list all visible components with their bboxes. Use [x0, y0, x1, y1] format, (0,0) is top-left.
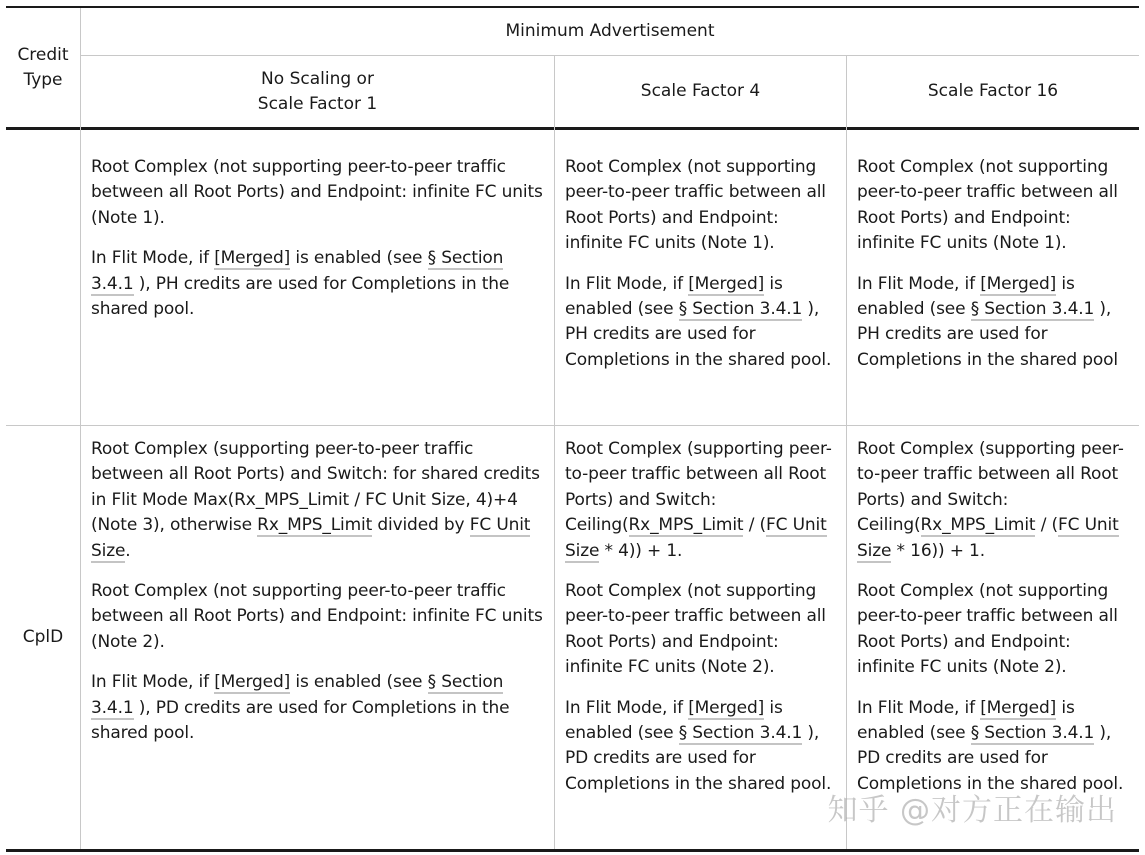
col-divider-2: [554, 56, 555, 849]
cell-paragraph: Root Complex (supporting peer-to-peer traffic between all Root Ports) and Switch: Ceiling(Rx_MPS_Limit / (FC Unit Size * 4)) + 1.: [565, 439, 832, 561]
row2-cell-scale-4: [565, 437, 835, 812]
cell-paragraph: In Flit Mode, if [Merged] is enabled (see § Section 3.4.1 ), PD credits are used for Completions in the shared pool.: [565, 697, 832, 794]
rx-mps-limit-link[interactable]: Rx_MPS_Limit: [257, 515, 373, 536]
col-header-line2: Scale Factor 1: [257, 93, 378, 114]
column-header-scale-4: Scale Factor 4: [640, 81, 761, 101]
minimum-advertisement-header: Minimum Advertisement: [505, 21, 715, 41]
row2-credit-type: CplD: [22, 627, 64, 647]
watermark: 知乎 @对方正在输出: [827, 793, 1117, 828]
row-divider: [6, 425, 1139, 426]
row2-cell-scale-16: [857, 437, 1129, 812]
fc-unit-size-link[interactable]: FC Unit Size: [857, 515, 1119, 561]
credit-type-header: [6, 8, 80, 127]
section-link[interactable]: § Section 3.4.1: [91, 248, 504, 294]
cell-paragraph: Root Complex (not supporting peer-to-peer traffic between all Root Ports) and Endpoint: infinite FC units (Note 1).: [857, 157, 1118, 254]
cell-paragraph: Root Complex (not supporting peer-to-peer traffic between all Root Ports) and Endpoint: infinite FC units (Note 1).: [91, 157, 543, 228]
merged-link[interactable]: [Merged]: [214, 248, 291, 269]
cell-paragraph: Root Complex (not supporting peer-to-peer traffic between all Root Ports) and Endpoint: infinite FC units (Note 2).: [857, 581, 1118, 678]
credit-type-header-line1: Credit: [17, 44, 69, 65]
cell-paragraph: Root Complex (supporting peer-to-peer traffic between all Root Ports) and Switch: for shared credits in Flit Mode Max(Rx_MPS_Limit / FC Unit Size, 4)+4 (Note 3), otherwise Rx_MPS_Limit divided by FC Unit Size.: [91, 439, 540, 561]
col-divider-3: [846, 56, 847, 849]
row1-credit-type: [6, 130, 80, 425]
merged-link[interactable]: [Merged]: [688, 273, 765, 294]
cell-paragraph: Root Complex (not supporting peer-to-peer traffic between all Root Ports) and Endpoint: infinite FC units (Note 2).: [91, 581, 543, 652]
row1-cell-no-scaling: [91, 155, 543, 337]
row1-cell-scale-4: [565, 155, 835, 388]
row2-cell-no-scaling: [91, 437, 543, 761]
fc-unit-size-link[interactable]: FC Unit Size: [91, 515, 531, 561]
table-bottom-rule: [6, 849, 1139, 852]
cell-paragraph: In Flit Mode, if [Merged] is enabled (see § Section 3.4.1 ), PD credits are used for Completions in the shared pool.: [91, 672, 510, 744]
section-link[interactable]: § Section 3.4.1: [678, 723, 803, 744]
cell-paragraph: Root Complex (not supporting peer-to-peer traffic between all Root Ports) and Endpoint: infinite FC units (Note 2).: [565, 581, 826, 678]
merged-link[interactable]: [Merged]: [980, 273, 1057, 294]
cell-paragraph: Root Complex (supporting peer-to-peer traffic between all Root Ports) and Switch: Ceiling(Rx_MPS_Limit / (FC Unit Size * 16)) + 1.: [857, 439, 1124, 561]
cell-paragraph: In Flit Mode, if [Merged] is enabled (see § Section 3.4.1 ), PD credits are used for Completions in the shared pool.: [857, 697, 1124, 794]
merged-link[interactable]: [Merged]: [214, 672, 291, 693]
section-link[interactable]: § Section 3.4.1: [970, 299, 1095, 320]
cell-paragraph: In Flit Mode, if [Merged] is enabled (see § Section 3.4.1 ), PH credits are used for Completions in the shared pool.: [91, 248, 510, 320]
section-link[interactable]: § Section 3.4.1: [970, 723, 1095, 744]
header-bottom-rule: [6, 127, 1139, 130]
cell-paragraph: In Flit Mode, if [Merged] is enabled (see § Section 3.4.1 ), PH credits are used for Completions in the shared pool.: [565, 273, 832, 370]
merged-link[interactable]: [Merged]: [688, 697, 765, 718]
rx-mps-limit-link[interactable]: Rx_MPS_Limit: [628, 515, 744, 536]
col-divider-1: [80, 8, 81, 849]
row1-cell-scale-16: [857, 155, 1129, 388]
section-link[interactable]: § Section 3.4.1: [91, 672, 504, 718]
cell-paragraph: Root Complex (not supporting peer-to-peer traffic between all Root Ports) and Endpoint: infinite FC units (Note 1).: [565, 157, 826, 254]
column-header-no-scaling: [81, 56, 554, 127]
section-link[interactable]: § Section 3.4.1: [678, 299, 803, 320]
fc-unit-size-link[interactable]: FC Unit Size: [565, 515, 827, 561]
col-header-line1: No Scaling or: [261, 68, 374, 89]
column-header-scale-16: Scale Factor 16: [927, 81, 1059, 101]
rx-mps-limit-link[interactable]: Rx_MPS_Limit: [920, 515, 1036, 536]
cell-paragraph: In Flit Mode, if [Merged] is enabled (see § Section 3.4.1 ), PH credits are used for Completions in the shared pool: [857, 273, 1118, 370]
merged-link[interactable]: [Merged]: [980, 697, 1057, 718]
credit-type-header-line2: Type: [23, 69, 63, 90]
